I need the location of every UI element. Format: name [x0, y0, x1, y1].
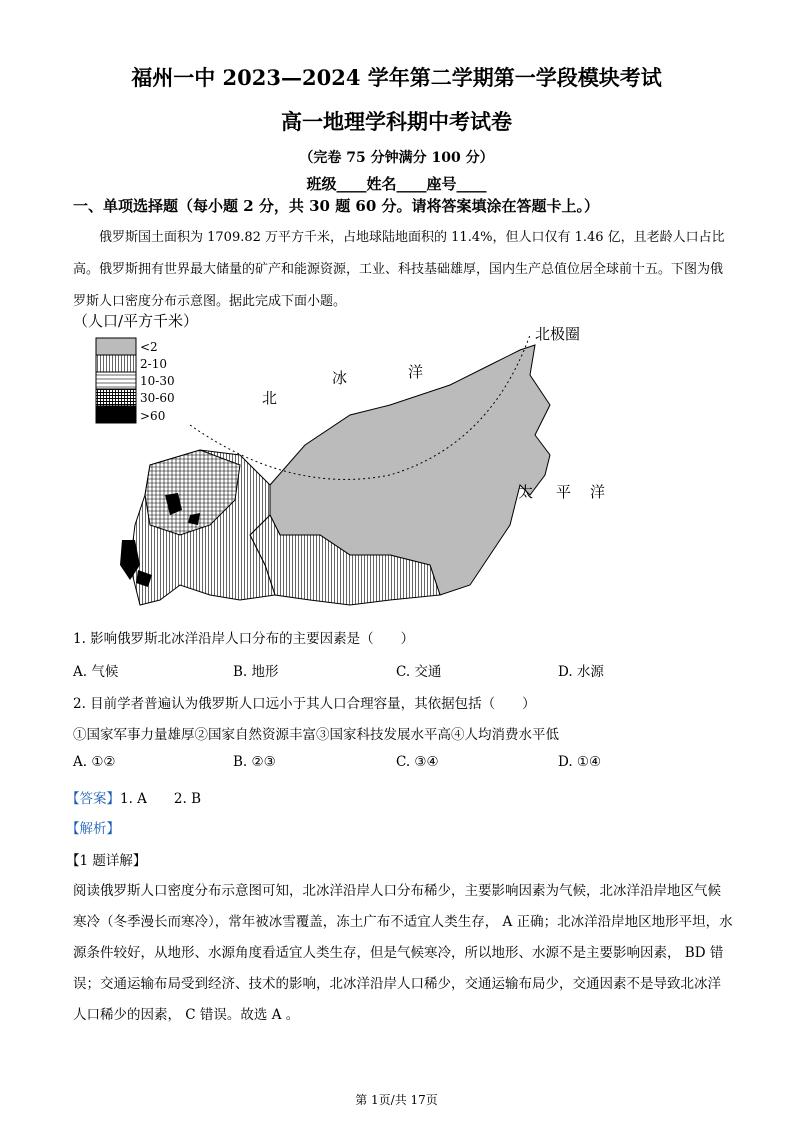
map-legend	[96, 338, 175, 423]
q1-option-b[interactable]: B. 地形	[233, 664, 279, 680]
exam-title: 福州一中 2023—2024 学年第二学期第一学段模块考试	[131, 65, 662, 90]
answers: 1. A 2. B	[120, 791, 202, 807]
arctic-circle-label: 北极圈	[535, 325, 581, 343]
section-heading: 一、单项选择题（每小题 2 分，共 30 题 60 分。请将答案填涂在答题卡上。）	[73, 197, 600, 215]
ocean-label: 洋	[590, 483, 606, 501]
legend-label: 10-30	[140, 374, 175, 388]
legend-label: >60	[140, 409, 166, 423]
russia-population-map	[90, 325, 650, 610]
legend-label: 2-10	[140, 357, 167, 371]
q2-option-c[interactable]: C. ③④	[396, 754, 439, 770]
q2-option-a[interactable]: A. ①②	[73, 754, 116, 770]
ocean-label: 冰	[332, 369, 348, 387]
student-fields: 班级____姓名____座号____	[306, 175, 487, 193]
ocean-label: 洋	[408, 363, 424, 381]
map-unit-label: （人口/平方千米）	[73, 312, 199, 330]
page-footer: 第 1页/共 17页	[355, 1093, 438, 1107]
ocean-label: 太	[518, 483, 534, 501]
q2-option-b[interactable]: B. ②③	[233, 754, 276, 770]
q1-option-d[interactable]: D. 水源	[558, 664, 604, 680]
intro-paragraph: 俄罗斯国土面积为 1709.82 万平方千米，占地球陆地面积的 11.4%，但人口仅有 1.46 亿，且老龄人口占比高。俄罗斯拥有世界最大储量的矿产和能源资源，工业、科技基础雄厚，国内生产总值位居全球前十五。下图为俄罗斯人口密度分布示意图。据此完成下面小题。	[73, 230, 725, 309]
detail-label: 【1 题详解】	[66, 853, 147, 869]
legend-label: 30-60	[140, 391, 175, 405]
exam-subtitle: 高一地理学科期中考试卷	[281, 109, 512, 134]
answer-label: 【答案】	[66, 791, 120, 807]
q2-option-d[interactable]: D. ①④	[558, 754, 602, 770]
ocean-label: 平	[556, 483, 572, 501]
ocean-label: 北	[262, 389, 278, 407]
q1-option-c[interactable]: C. 交通	[396, 664, 442, 680]
explanation: 阅读俄罗斯人口密度分布示意图可知，北冰洋沿岸人口分布稀少，主要影响因素为气候，北冰洋沿岸地区气候寒冷（冬季漫长而寒冷），常年被冰雪覆盖，冻土广布不适宜人类生存， A 正确；北冰洋沿岸地区地形平坦，水源条件较好，从地形、水源角度看适宜人类生存，但是气候寒冷，所以地形、水源不是主要影响因素， BD 错误；交通运输布局受到经济、技术的影响，北冰洋沿岸人口稀少，交通运输布局少，交通因素不是导致北冰洋人口稀少的因素， C 错误。故选 A 。	[73, 883, 733, 1023]
question-1-stem: 1. 影响俄罗斯北冰洋沿岸人口分布的主要因素是（ ）	[73, 631, 415, 647]
question-2-statements: ①国家军事力量雄厚②国家自然资源丰富③国家科技发展水平高④人均消费水平低	[73, 727, 559, 743]
exam-info: （完卷 75 分钟满分 100 分）	[299, 150, 494, 166]
question-2-stem: 2. 目前学者普遍认为俄罗斯人口远小于其人口合理容量，其依据包括（ ）	[73, 696, 536, 712]
analysis-label: 【解析】	[66, 821, 120, 837]
legend-label: <2	[140, 340, 158, 354]
q1-option-a[interactable]: A. 气候	[73, 664, 119, 680]
